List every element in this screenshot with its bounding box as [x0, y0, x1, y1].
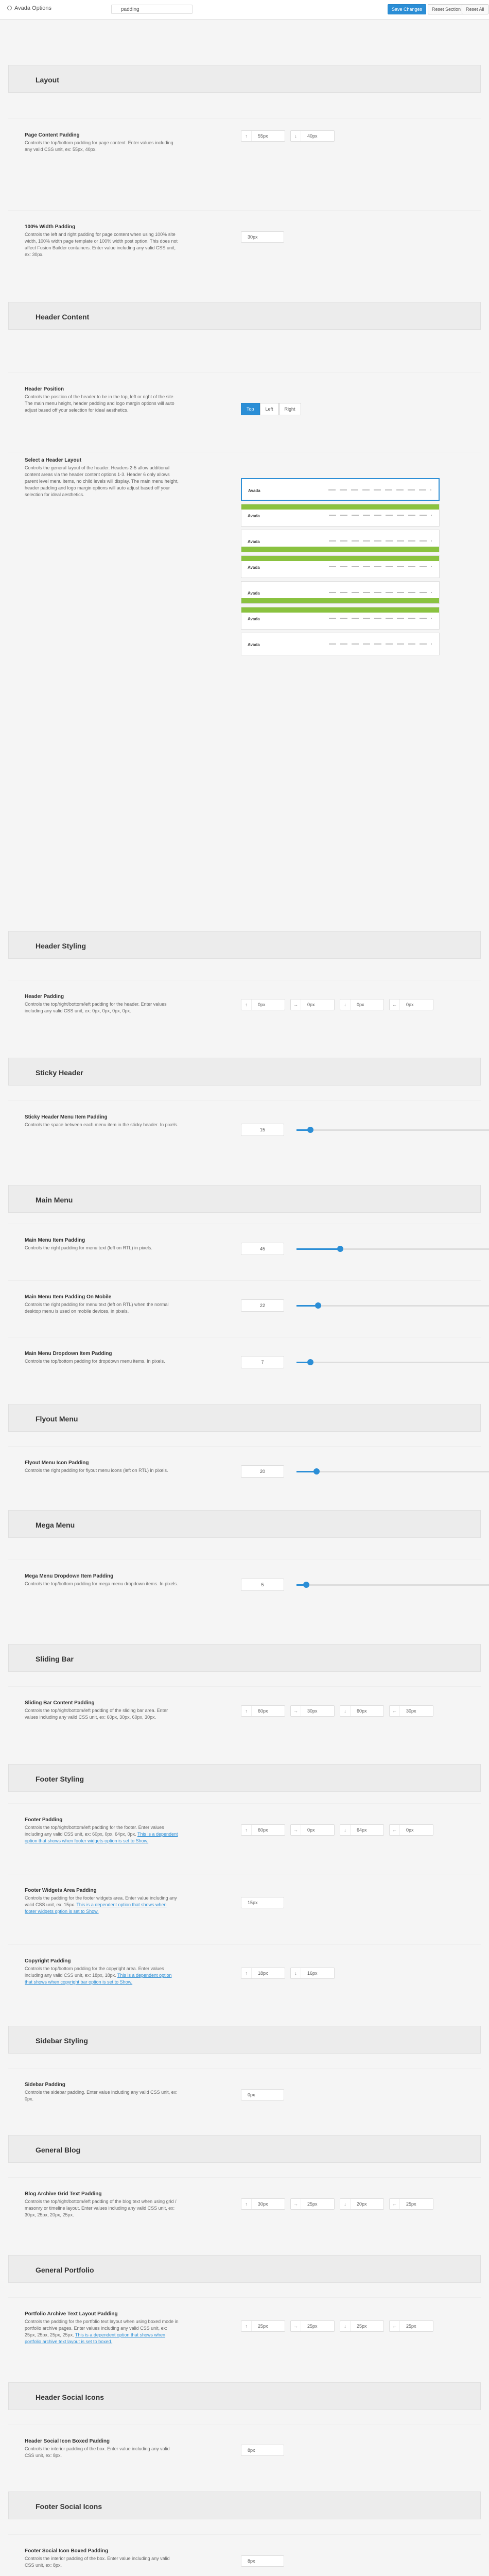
option-label: Main Menu Dropdown Item Padding — [25, 1351, 112, 1357]
value: 64px — [357, 1827, 367, 1833]
range-value-input[interactable]: 20 — [241, 1465, 284, 1478]
range-slider — [241, 1124, 489, 1136]
range-slider — [241, 1356, 489, 1368]
value: 25px — [406, 2324, 416, 2329]
range-slider — [241, 1579, 489, 1591]
option-sliding-bar-padding — [8, 1686, 481, 1750]
left-input[interactable] — [389, 2198, 433, 2210]
left-input[interactable] — [389, 999, 433, 1010]
option-description: Controls the right padding for menu text (left on RTL) when the normal desktop menu is used on mobile devices, in pixels. — [25, 1302, 169, 1314]
header-logo: Avada — [248, 617, 260, 621]
section-header-footer-social-icons[interactable] — [8, 2492, 481, 2519]
value: 30px — [307, 1708, 318, 1714]
arrow-up-icon: ↑ — [241, 1706, 252, 1716]
value: 30px — [406, 1708, 416, 1714]
dimension-inputs — [241, 1824, 433, 1836]
option-label: Header Position — [25, 386, 64, 392]
slider-handle[interactable] — [337, 1246, 343, 1252]
option-description: Controls the top/bottom padding for dropdown menu items. In pixels. — [25, 1359, 165, 1364]
right-input[interactable] — [290, 2198, 335, 2210]
section-header-header-social-icons[interactable] — [8, 2382, 481, 2410]
arrow-down-icon: ↓ — [340, 1825, 351, 1835]
option-description: Controls the general layout of the header. Headers 2-5 allow additional content areas via the header content options 1-3. Header 6 only allows parent level menu items, no child levels will display. The main menu height, header padding and logo margin options will auto adjust based off your selection for ideal aesthetics. — [25, 465, 179, 497]
top-input[interactable] — [241, 1705, 285, 1717]
save-changes-button[interactable]: Save Changes — [388, 4, 426, 14]
section-header-mega-menu[interactable] — [8, 1510, 481, 1538]
arrow-left-icon: ← — [390, 999, 400, 1010]
option-label: Select a Header Layout — [25, 457, 82, 463]
header-layout-2[interactable] — [241, 504, 440, 527]
arrow-up-icon: ↑ — [241, 1968, 252, 1978]
slider-handle[interactable] — [303, 1582, 309, 1588]
dependency-link[interactable]: This is a dependent option that shows when portfolio archive text layout is set to boxed. — [25, 2332, 166, 2344]
header-layout-4[interactable] — [241, 555, 440, 578]
right-input[interactable] — [290, 1705, 335, 1717]
section-header-flyout-menu[interactable] — [8, 1404, 481, 1432]
desc-text: Controls the padding for the portfolio text layout when using boxed mode in portfolio archive pages. Enter values including any valid CSS unit, ex: 25px, 25px, 25px, 25px. — [25, 2319, 179, 2337]
value: 30px — [258, 2201, 268, 2207]
value: 25px — [406, 2201, 416, 2207]
dependency-link[interactable]: This is a dependent option that shows when copyright bar option is set to Show. — [25, 1973, 172, 1985]
option-portfolio-text-padding — [8, 2297, 481, 2375]
section-title: Footer Styling — [36, 1775, 84, 1783]
option-label: Page Content Padding — [25, 132, 80, 138]
header-logo: Avada — [248, 514, 260, 518]
header-layout-7[interactable] — [241, 633, 440, 655]
option-description: Controls the sidebar padding. Enter value including any valid CSS unit, ex: 0px. — [25, 2090, 178, 2102]
header-logo: Avada — [248, 565, 260, 570]
top-input[interactable] — [241, 2198, 285, 2210]
slider-track[interactable] — [296, 1305, 489, 1307]
section-header-general-portfolio[interactable] — [8, 2255, 481, 2283]
option-description — [25, 2318, 179, 2345]
option-label: Footer Padding — [25, 1817, 63, 1823]
section-header-main-menu[interactable] — [8, 1185, 481, 1213]
section-header-sidebar-styling[interactable] — [8, 2026, 481, 2054]
header-logo: Avada — [248, 539, 260, 544]
full-width-padding-input[interactable]: 30px — [241, 231, 284, 243]
option-description — [25, 1895, 179, 1915]
section-title: Main Menu — [36, 1196, 73, 1204]
right-input[interactable] — [290, 1824, 335, 1836]
value: 0px — [307, 1002, 315, 1007]
option-description: Controls the top/right/bottom/left padding of the sliding bar area. Enter values including any valid CSS unit, ex: 60px, 30px, 60px, 30px. — [25, 1708, 168, 1720]
section-header-general-blog[interactable] — [8, 2135, 481, 2163]
dimension-inputs — [241, 999, 433, 1010]
slider-handle[interactable] — [315, 1302, 321, 1309]
section-title: Mega Menu — [36, 1521, 75, 1529]
option-description: Controls the position of the header to be in the top, left or right of the site. The main menu height, header padding and logo margin options will auto adjust based off your selection for ideal aesthetics. — [25, 394, 175, 413]
header-position-right[interactable]: Right — [279, 403, 301, 415]
option-label: Main Menu Item Padding On Mobile — [25, 1294, 112, 1300]
option-description: Controls the interior padding of the box. Enter value including any valid CSS unit, ex: 8px. — [25, 2556, 170, 2568]
range-value-input[interactable]: 7 — [241, 1356, 284, 1368]
bottom-padding-input[interactable] — [290, 130, 335, 142]
option-label: Sidebar Padding — [25, 2082, 65, 2088]
header-layout-choices — [241, 478, 440, 658]
header-layout-5[interactable] — [241, 581, 440, 604]
slider-track[interactable] — [296, 1584, 489, 1586]
arrow-right-icon: → — [291, 1706, 301, 1716]
option-main-menu-dropdown-padding — [8, 1337, 481, 1394]
brand — [7, 5, 51, 11]
slider-handle[interactable] — [313, 1468, 320, 1475]
dimension-inputs — [241, 130, 335, 142]
option-label: Flyout Menu Icon Padding — [25, 1460, 89, 1466]
range-value-input[interactable]: 5 — [241, 1579, 284, 1591]
section-title: Header Styling — [36, 942, 86, 950]
option-footer-padding — [8, 1803, 481, 1874]
option-description: Controls the top/bottom padding for mega menu dropdown items. In pixels. — [25, 1581, 178, 1586]
value: 60px — [357, 1708, 367, 1714]
avada-logo-icon — [7, 6, 12, 10]
option-page-content-padding — [8, 118, 481, 182]
option-description: Controls the top/right/bottom/left padding for the header. Enter values including any valid CSS unit, ex: 0px, 0px, 0px, 0px. — [25, 1002, 167, 1013]
arrow-down-icon: ↓ — [340, 999, 351, 1010]
option-header-social-box-padding — [8, 2425, 481, 2481]
arrow-right-icon: → — [291, 999, 301, 1010]
desc-text: Controls the top/right/bottom/left padding for the footer. Enter values including any valid CSS unit, ex: 60px, 0px, 64px, 0px. — [25, 1825, 164, 1837]
left-input[interactable] — [389, 1705, 433, 1717]
header-position-left[interactable]: Left — [260, 403, 279, 415]
value: 0px — [406, 1002, 414, 1007]
bottom-input[interactable] — [340, 1705, 384, 1717]
footer-social-padding-input[interactable]: 8px — [241, 2555, 284, 2567]
option-header-position — [8, 372, 481, 450]
bottom-input[interactable] — [290, 1968, 335, 1979]
section-title: Sidebar Styling — [36, 2037, 88, 2045]
option-label: 100% Width Padding — [25, 224, 76, 230]
dimension-inputs — [241, 2198, 433, 2210]
slider-handle[interactable] — [307, 1359, 313, 1365]
option-description: Controls the top/right/bottom/left padding of the blog text when using grid / masonry or timeline layout. Enter values including any valid CSS unit, ex: 30px, 25px, 20px, 25px. — [25, 2199, 177, 2217]
option-label: Main Menu Item Padding — [25, 1238, 85, 1243]
top-padding-input[interactable] — [241, 130, 285, 142]
left-input[interactable] — [389, 2320, 433, 2332]
reset-all-button[interactable]: Reset All — [462, 4, 488, 14]
arrow-up-icon: ↑ — [241, 999, 252, 1010]
bottom-input[interactable] — [340, 1824, 384, 1836]
value: 55px — [258, 133, 268, 139]
dimension-inputs — [241, 2320, 433, 2332]
option-label: Blog Archive Grid Text Padding — [25, 2191, 102, 2197]
option-label: Sticky Header Menu Item Padding — [25, 1114, 108, 1120]
left-input[interactable] — [389, 1824, 433, 1836]
value: 16px — [307, 1971, 318, 1976]
option-main-menu-item-padding — [8, 1224, 481, 1280]
value: 0px — [357, 1002, 364, 1007]
arrow-down-icon: ↓ — [340, 1706, 351, 1716]
section-title: General Portfolio — [36, 2266, 94, 2274]
section-title: Layout — [36, 76, 59, 84]
option-label: Sliding Bar Content Padding — [25, 1700, 95, 1706]
header-logo: Avada — [248, 642, 260, 647]
arrow-up-icon: ↑ — [241, 1825, 252, 1835]
option-main-menu-item-padding-mobile — [8, 1280, 481, 1337]
value: 0px — [307, 1827, 315, 1833]
section-header-footer-styling[interactable] — [8, 1764, 481, 1792]
option-description: Controls the left and right padding for page content when using 100% site width, 100% width page template or 100% width post option. This does not affect Fusion Builder containers. Enter value including any valid CSS unit, ex: 30px. — [25, 232, 178, 257]
section-header-header-styling[interactable] — [8, 931, 481, 959]
range-slider — [241, 1465, 489, 1478]
option-label: Footer Widgets Area Padding — [25, 1888, 97, 1893]
section-title: Header Social Icons — [36, 2393, 104, 2401]
section-header-sticky-header[interactable] — [8, 1058, 481, 1086]
header-logo: Avada — [248, 591, 260, 596]
header-layout-3[interactable] — [241, 530, 440, 552]
option-description: Controls the right padding for flyout menu icons (left on RTL) in pixels. — [25, 1468, 168, 1473]
option-description: Controls the space between each menu item in the sticky header. In pixels. — [25, 1122, 179, 1127]
top-input[interactable] — [241, 1968, 285, 1979]
desc-text: Controls the top/bottom padding for the copyright area. Enter values including any valid CSS unit, ex: 18px, 18px. — [25, 1966, 164, 1978]
arrow-up-icon: ↑ — [241, 131, 252, 141]
value: 0px — [258, 1002, 266, 1007]
option-description — [25, 1965, 179, 1986]
option-copyright-padding — [8, 1944, 481, 2015]
right-input[interactable] — [290, 999, 335, 1010]
arrow-left-icon: ← — [390, 2321, 400, 2331]
value: 40px — [307, 133, 318, 139]
range-slider — [241, 1299, 489, 1312]
section-header-sliding-bar[interactable] — [8, 1644, 481, 1672]
value: 20px — [357, 2201, 367, 2207]
option-label: Copyright Padding — [25, 1958, 71, 1964]
arrow-left-icon: ← — [390, 1706, 400, 1716]
slider-track[interactable] — [296, 1129, 489, 1131]
section-title: Sliding Bar — [36, 1655, 74, 1663]
section-title: General Blog — [36, 2146, 81, 2154]
top-input[interactable] — [241, 999, 285, 1010]
range-slider — [241, 1243, 489, 1255]
range-value-input[interactable]: 22 — [241, 1299, 284, 1312]
option-description: Controls the interior padding of the box. Enter value including any valid CSS unit, ex: 8px. — [25, 2446, 170, 2458]
option-label: Header Padding — [25, 994, 64, 999]
dependency-link[interactable]: This is a dependent option that shows when footer widgets option is set to Show. — [25, 1902, 167, 1914]
arrow-right-icon: → — [291, 2321, 301, 2331]
sidebar-padding-input[interactable]: 0px — [241, 2089, 284, 2100]
option-label: Portfolio Archive Text Layout Padding — [25, 2311, 118, 2317]
arrow-up-icon: ↑ — [241, 2321, 252, 2331]
value: 25px — [357, 2324, 367, 2329]
option-footer-widgets-padding — [8, 1874, 481, 1944]
header-layout-1[interactable] — [241, 478, 440, 501]
section-title: Flyout Menu — [36, 1415, 78, 1423]
desc-text: Controls the padding for the footer widgets area. Enter value including any valid CSS unit, ex: 15px. — [25, 1895, 177, 1907]
option-label: Header Social Icon Boxed Padding — [25, 2438, 110, 2444]
dependency-link[interactable]: This is a dependent option that shows when footer widgets option is set to Show. — [25, 1832, 178, 1843]
top-toolbar — [0, 0, 489, 20]
bottom-input[interactable] — [340, 2320, 384, 2332]
arrow-left-icon: ← — [390, 2199, 400, 2209]
option-header-padding — [8, 980, 481, 1043]
bottom-input[interactable] — [340, 999, 384, 1010]
option-full-width-padding — [8, 210, 481, 288]
arrow-down-icon: ↓ — [291, 131, 301, 141]
arrow-down-icon: ↓ — [291, 1968, 301, 1978]
section-title: Footer Social Icons — [36, 2502, 102, 2511]
value: 25px — [307, 2324, 318, 2329]
option-header-layout — [8, 452, 481, 784]
value: 60px — [258, 1827, 268, 1833]
option-footer-social-box-padding — [8, 2534, 481, 2576]
option-description: Controls the top/bottom padding for page content. Enter values including any valid CSS unit, ex: 55px, 40px. — [25, 140, 173, 152]
arrow-up-icon: ↑ — [241, 2199, 252, 2209]
option-flyout-icon-padding — [8, 1446, 481, 1503]
dimension-inputs — [241, 1968, 335, 1979]
header-layout-6[interactable] — [241, 607, 440, 630]
option-description: Controls the right padding for menu text (left on RTL) in pixels. — [25, 1245, 152, 1250]
header-social-padding-input[interactable]: 8px — [241, 2445, 284, 2456]
value: 25px — [307, 2201, 318, 2207]
header-logo: Avada — [248, 488, 260, 493]
range-value-input[interactable]: 15 — [241, 1124, 284, 1136]
slider-track[interactable] — [296, 1471, 489, 1472]
option-label: Mega Menu Dropdown Item Padding — [25, 1573, 114, 1579]
section-title: Header Content — [36, 313, 90, 321]
reset-section-button[interactable]: Reset Section — [428, 4, 465, 14]
section-title: Sticky Header — [36, 1069, 83, 1077]
arrow-right-icon: → — [291, 1825, 301, 1835]
option-label: Footer Social Icon Boxed Padding — [25, 2548, 109, 2554]
value: 18px — [258, 1971, 268, 1976]
arrow-down-icon: ↓ — [340, 2199, 351, 2209]
right-input[interactable] — [290, 2320, 335, 2332]
search-input[interactable] — [111, 5, 193, 14]
section-header-layout[interactable] — [8, 65, 481, 93]
option-mega-menu-dropdown-padding — [8, 1560, 481, 1616]
section-header-header-content[interactable] — [8, 302, 481, 330]
value: 60px — [258, 1708, 268, 1714]
range-value-input[interactable]: 45 — [241, 1243, 284, 1255]
top-input[interactable] — [241, 2320, 285, 2332]
slider-track[interactable] — [296, 1362, 489, 1363]
arrow-right-icon: → — [291, 2199, 301, 2209]
header-position-buttonset — [241, 403, 301, 415]
option-blog-grid-padding — [8, 2177, 481, 2244]
dimension-inputs — [241, 1705, 433, 1717]
option-sticky-menu-padding — [8, 1100, 481, 1171]
slider-handle[interactable] — [307, 1127, 313, 1133]
top-input[interactable] — [241, 1824, 285, 1836]
header-position-top[interactable]: Top — [241, 403, 260, 415]
arrow-down-icon: ↓ — [340, 2321, 351, 2331]
value: 0px — [406, 1827, 414, 1833]
option-description — [25, 1824, 179, 1844]
bottom-input[interactable] — [340, 2198, 384, 2210]
brand-title: Avada Options — [14, 5, 51, 11]
option-sidebar-padding — [8, 2068, 481, 2125]
footer-widgets-padding-input[interactable]: 15px — [241, 1897, 284, 1908]
arrow-left-icon: ← — [390, 1825, 400, 1835]
value: 25px — [258, 2324, 268, 2329]
slider-track[interactable] — [296, 1248, 489, 1250]
